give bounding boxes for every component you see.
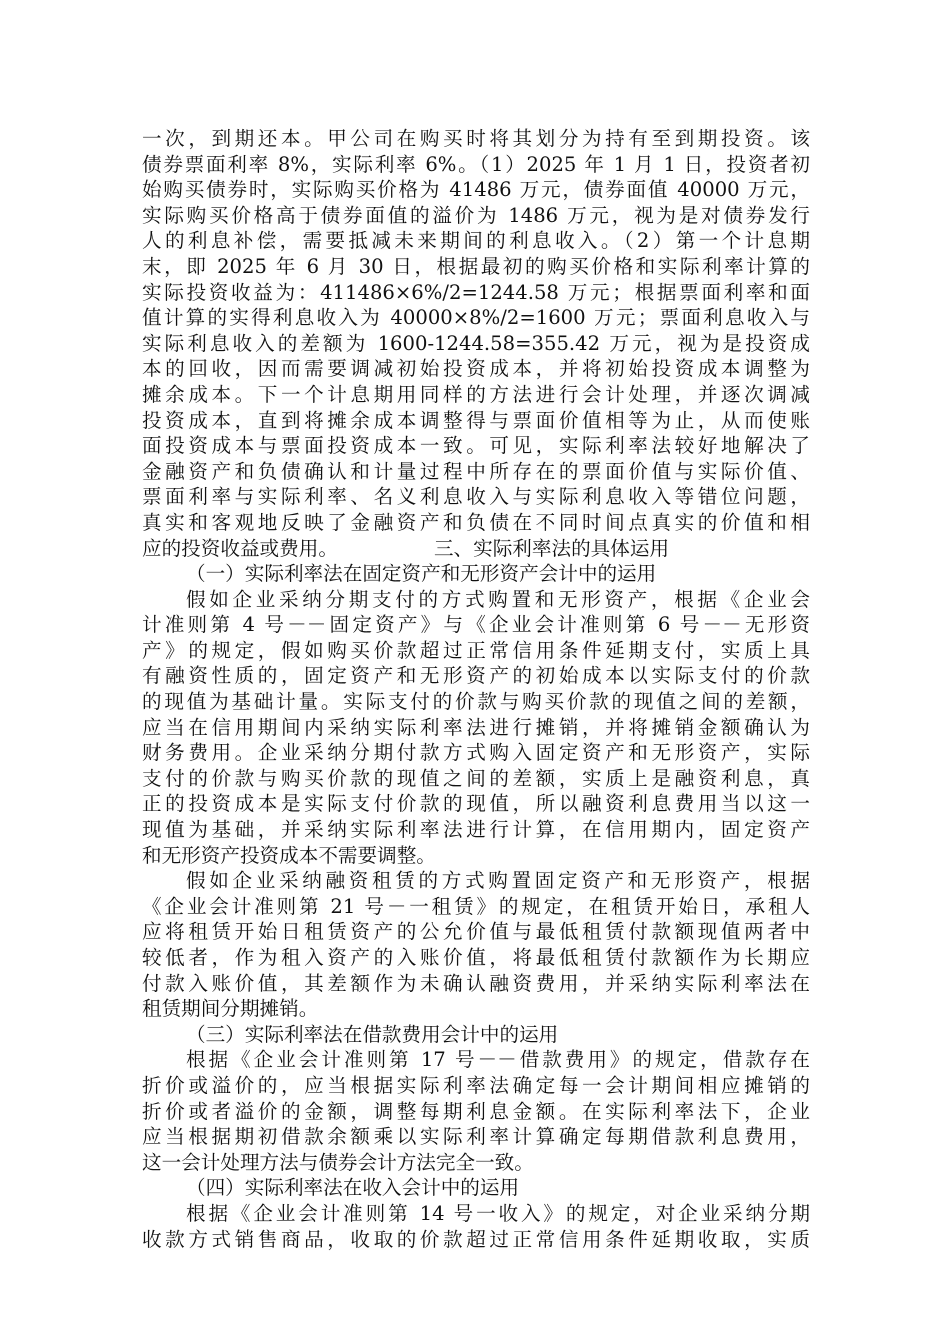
- text-line: [142, 1073, 810, 1099]
- line-text: 折价或者溢价的金额，调整每期利息金额。在实际利率法下，企业: [142, 1099, 810, 1123]
- line-text: 正的投资成本是实际支付价款的现值，所以融资利息费用当以这一: [142, 792, 810, 816]
- line-text: 根据《企业会计准则第 14 号一收入》的规定，对企业采纳分期: [186, 1201, 810, 1225]
- text-line: [142, 817, 810, 843]
- text-line: [142, 1022, 810, 1048]
- text-line: [142, 356, 810, 382]
- text-line: [142, 587, 810, 613]
- line-text: 《企业会计准则第 21 号－一租赁》的规定，在租赁开始日，承租人: [142, 894, 810, 918]
- text-line: [142, 663, 810, 689]
- line-text: 实际购买价格高于债券面值的溢价为 1486 万元，视为是对债券发行: [142, 203, 810, 227]
- line-text: 支付的价款与购买价款的现值之间的差额，实质上是融资利息，真: [142, 766, 810, 790]
- line-text: 计准则第 4 号－－固定资产》与《企业会计准则第 6 号－－无形资: [142, 613, 810, 637]
- line-text: 末，即 2025 年 6 月 30 日，根据最初的购买价格和实际利率计算的: [142, 254, 810, 278]
- text-line: [142, 1099, 810, 1125]
- line-text: 的现值为基础计量。实际支付的价款与购买价款的现值之间的差额，: [142, 690, 810, 714]
- text-line: [142, 919, 810, 945]
- line-text: 付款入账价值，其差额作为未确认融资费用，并采纳实际利率法在: [142, 971, 810, 995]
- line-text: 应当根据期初借款余额乘以实际利率计算确定每期借款利息费用，: [142, 1125, 810, 1149]
- text-line: [142, 843, 810, 869]
- document-body: [142, 126, 810, 1252]
- text-line: [142, 894, 810, 920]
- text-line: [142, 766, 810, 792]
- line-text: （一）实际利率法在固定资产和无形资产会计中的运用: [186, 562, 657, 586]
- text-line: [142, 1175, 810, 1201]
- line-text: 这一会计处理方法与债券会计方法完全一致。: [142, 1150, 534, 1174]
- line-text: 假如企业采纳融资租赁的方式购置固定资产和无形资产，根据: [186, 869, 810, 893]
- section-heading: 三、实际利率法的具体运用: [433, 536, 670, 560]
- line-text: 较低者，作为租入资产的入账价值，将最低租赁付款额作为长期应: [142, 946, 810, 969]
- line-text: （三）实际利率法在借款费用会计中的运用: [186, 1022, 559, 1046]
- line-text: 应将租赁开始日租赁资产的公允价值与最低租赁付款额现值两者中: [142, 920, 810, 944]
- line-text: 假如企业采纳分期支付的方式购置和无形资产，根据《企业会: [186, 587, 810, 611]
- line-text: 产》的规定，假如购买价款超过正常信用条件延期支付，实质上具: [142, 638, 810, 662]
- text-line: [142, 459, 810, 485]
- line-text: 票面利率与实际利率、名义利息收入与实际利息收入等错位问题，: [142, 485, 810, 509]
- text-line: [142, 1227, 810, 1253]
- line-text: 应的投资收益或费用。: [142, 536, 338, 560]
- text-line: [142, 331, 810, 357]
- text-line: [142, 305, 810, 331]
- line-text: 实际利息收入的差额为 1600-1244.58=355.42 万元，视为是投资成: [142, 331, 810, 355]
- text-line: [142, 203, 810, 229]
- text-line: [142, 945, 810, 971]
- text-line: [142, 740, 810, 766]
- text-line: [142, 382, 810, 408]
- line-text: 租赁期间分期摊销。: [142, 997, 319, 1021]
- line-text: 摊余成本。下一个计息期用同样的方法进行会计处理，并逐次调减: [142, 382, 810, 406]
- text-line: [142, 126, 810, 152]
- text-line: [142, 689, 810, 715]
- text-line: [142, 408, 810, 434]
- line-text: 真实和客观地反映了金融资产和负债在不同时间点真实的价值和相: [142, 510, 810, 534]
- line-text: 应当在信用期间内采纳实际利率法进行摊销，并将摊销金额确认为: [142, 715, 810, 739]
- line-text: 债券票面利率 8%，实际利率 6%。（1）2025 年 1 月 1 日，投资者初: [142, 152, 810, 176]
- text-line: [142, 254, 810, 280]
- line-text: 一次，到期还本。甲公司在购买时将其划分为持有至到期投资。该: [142, 127, 810, 150]
- line-text: （四）实际利率法在收入会计中的运用: [186, 1176, 520, 1200]
- line-text: 投资成本，直到将摊余成本调整得与票面价值相等为止，从而使账: [142, 408, 810, 432]
- line-text: 财务费用。企业采纳分期付款方式购入固定资产和无形资产，实际: [142, 741, 810, 765]
- line-text: 金融资产和负债确认和计量过程中所存在的票面价值与实际价值、: [142, 459, 810, 483]
- text-line: [142, 536, 810, 562]
- text-line: [142, 561, 810, 587]
- text-line: [142, 1124, 810, 1150]
- text-line: [142, 152, 810, 178]
- line-text: 折价或溢价的，应当根据实际利率法确定每一会计期间相应摊销的: [142, 1073, 810, 1097]
- text-line: [142, 228, 810, 254]
- text-line: [142, 1150, 810, 1176]
- text-line: [142, 177, 810, 203]
- text-line: [142, 280, 810, 306]
- text-line: [142, 433, 810, 459]
- text-line: [142, 996, 810, 1022]
- line-text: 有融资性质的，固定资产和无形资产的初始成本以实际支付的价款: [142, 664, 810, 688]
- text-line: [142, 484, 810, 510]
- line-text: 面投资成本与票面投资成本一致。可见，实际利率法较好地解决了: [142, 434, 810, 458]
- text-line: [142, 510, 810, 536]
- text-line: [142, 1047, 810, 1073]
- line-text: 和无形资产投资成本不需要调整。: [142, 843, 436, 867]
- line-text: 人的利息补偿，需要抵减未来期间的利息收入。（2）第一个计息期: [142, 229, 810, 253]
- line-text: 实际投资收益为：411486×6%/2=1244.58 万元；根据票面利率和面: [142, 280, 810, 304]
- text-line: [142, 638, 810, 664]
- line-text: 始购买债券时，实际购买价格为 41486 万元，债券面值 40000 万元，: [142, 178, 810, 202]
- line-text: 收款方式销售商品，收取的价款超过正常信用条件延期收取，实质: [142, 1227, 810, 1251]
- line-text: 值计算的实得利息收入为 40000×8%/2=1600 万元；票面利息收入与: [142, 306, 810, 330]
- text-line: [142, 971, 810, 997]
- line-text: 本的回收，因而需要调减初始投资成本，并将初始投资成本调整为: [142, 357, 810, 381]
- text-line: [142, 1201, 810, 1227]
- text-line: [142, 868, 810, 894]
- line-text: 现值为基础，并采纳实际利率法进行计算，在信用期内，固定资产: [142, 818, 810, 842]
- text-line: [142, 612, 810, 638]
- text-line: [142, 715, 810, 741]
- text-line: [142, 791, 810, 817]
- line-text: 根据《企业会计准则第 17 号－－借款费用》的规定，借款存在: [186, 1048, 810, 1072]
